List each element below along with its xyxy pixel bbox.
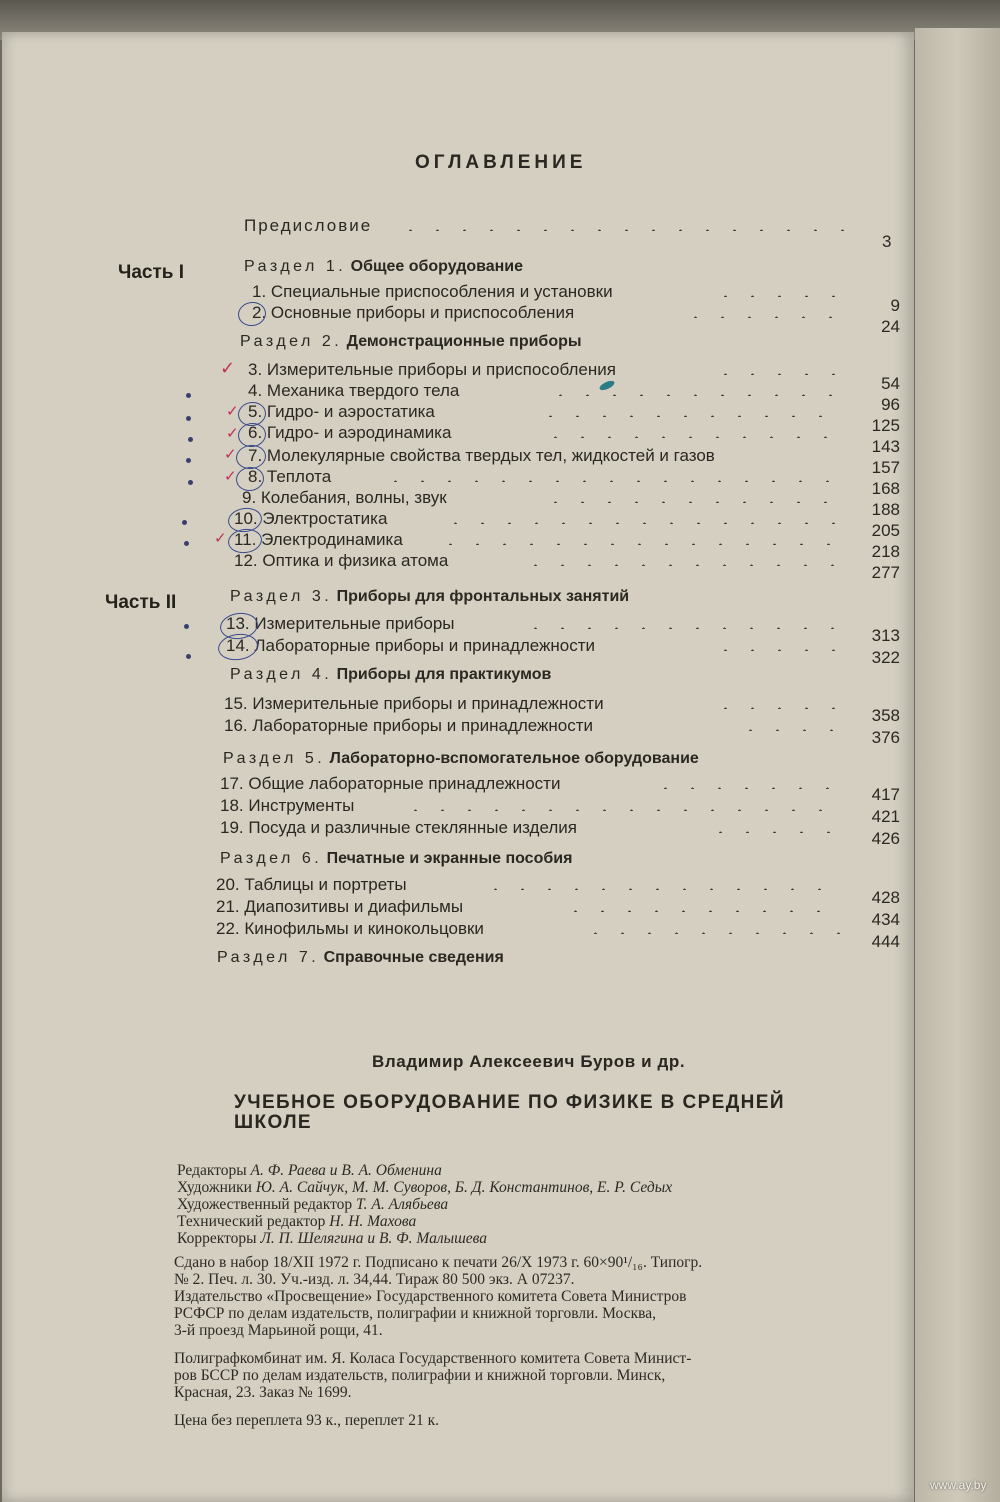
toc-page-number: 143 (871, 437, 900, 456)
toc-page-number-column (840, 32, 900, 982)
toc-dot-leader (712, 373, 842, 375)
print-info-block (174, 1254, 702, 1339)
credit-line: Технический редактор Н. Н. Махова (177, 1213, 417, 1230)
toc-page-number: 417 (871, 785, 900, 804)
pen-dot-mark (188, 437, 193, 442)
toc-page-number: 54 (881, 374, 900, 393)
toc-page-number: 96 (881, 395, 900, 414)
print-info-line: № 2. Печ. л. 30. Уч.-изд. л. 34,44. Тираж 80 500 экз. А 07237. (174, 1271, 575, 1288)
toc-dot-leader (522, 564, 842, 566)
toc-chapter: 3. Измерительные приборы и приспособления (248, 360, 616, 379)
toc-page-number: 24 (881, 317, 900, 336)
toc-chapter: 12. Оптика и физика атома (234, 551, 449, 570)
pen-check-mark: ✓ (214, 529, 227, 547)
pen-check-mark: ✓ (224, 467, 237, 485)
toc-dot-leader (382, 480, 842, 482)
toc-dot-leader (682, 316, 842, 318)
toc-page-number: 205 (871, 521, 900, 540)
pen-check-mark: ✓ (226, 402, 239, 420)
toc-dot-leader (712, 649, 842, 651)
toc-dot-leader (547, 394, 842, 396)
pen-dot-mark (186, 458, 191, 463)
toc-page-number: 428 (871, 888, 900, 907)
section-2-heading: Раздел 2. Демонстрационные приборы (240, 333, 582, 350)
print-info-line: РСФСР по делам издательств, полиграфии и книжной торговли. Москва, (174, 1305, 656, 1322)
toc-chapter: 9. Колебания, волны, звук (242, 488, 447, 507)
toc-chapter: 11. Электродинамика (234, 530, 403, 549)
price-line: Цена без переплета 93 к., переплет 21 к. (174, 1412, 439, 1429)
toc-chapter: 20. Таблицы и портреты (216, 875, 407, 894)
toc-chapter: 4. Механика твердого тела (248, 381, 460, 400)
pen-dot-mark (186, 654, 191, 659)
printer-info-block (174, 1350, 691, 1401)
toc-dot-leader (442, 522, 842, 524)
toc-chapter: 19. Посуда и различные стеклянные изделия (220, 818, 577, 837)
toc-page-number: 313 (871, 626, 900, 645)
toc-chapter: 5. Гидро- и аэростатика (248, 402, 435, 421)
toc-page-number: 218 (871, 542, 900, 561)
section-6-heading: Раздел 6. Печатные и экранные пособия (220, 850, 573, 867)
pen-check-mark: ✓ (220, 358, 236, 379)
credit-line: Корректоры Л. П. Шелягина и В. Ф. Малышева (177, 1230, 488, 1247)
book-title-line-2: ШКОЛЕ (234, 1112, 312, 1133)
credits-block (177, 1162, 672, 1247)
credit-line: Редакторы А. Ф. Раева и В. А. Обменина (177, 1162, 442, 1179)
printer-info-line: ров БССР по делам издательств, полиграфии и книжной торговли. Минск, (174, 1367, 666, 1384)
author-line: Владимир Алексеевич Буров и др. (372, 1052, 686, 1071)
pen-check-mark: ✓ (226, 424, 239, 442)
toc-chapter: 1. Специальные приспособления и установки (252, 282, 613, 301)
toc-preface-label: Предисловие (244, 216, 373, 235)
toc-page-number: 376 (871, 728, 900, 747)
part-2-label: Часть II (105, 592, 177, 613)
pen-check-mark: ✓ (224, 445, 237, 463)
toc-dot-leader (542, 501, 842, 503)
toc-page-number: 277 (871, 563, 900, 582)
toc-chapter: 18. Инструменты (220, 796, 355, 815)
toc-preface-page: 3 (882, 232, 892, 251)
toc-chapter: 7. Молекулярные свойства твердых тел, жидкостей и газов (248, 446, 715, 465)
section-1-heading: Раздел 1. Общее оборудование (244, 258, 524, 275)
printer-info-line: Полиграфкомбинат им. Я. Коласа Государственного комитета Совета Минист- (174, 1350, 692, 1367)
section-7-heading: Раздел 7. Справочные сведения (217, 949, 504, 966)
toc-chapter: 8. Теплота (248, 467, 332, 486)
toc-chapter: 16. Лабораторные приборы и принадлежности (224, 716, 594, 735)
toc-page-number: 188 (871, 500, 900, 519)
toc-chapter: 2. Основные приборы и приспособления (252, 303, 575, 322)
toc-page-number: 426 (871, 829, 900, 848)
credit-line: Художники Ю. А. Сайчук, М. М. Суворов, Б. Д. Константинов, Е. Р. Седых (177, 1179, 673, 1196)
toc-dot-leader (562, 910, 842, 912)
toc-page-number: 9 (890, 296, 900, 315)
toc-chapter: 22. Кинофильмы и кинокольцовки (216, 919, 484, 938)
pen-dot-mark (182, 520, 187, 525)
toc-dot-leader (707, 831, 842, 833)
toc-page-number: 358 (871, 706, 900, 725)
toc-page-number: 434 (871, 910, 900, 929)
toc-dot-leader (652, 787, 842, 789)
toc-page-number: 125 (871, 416, 900, 435)
pen-dot-mark (184, 541, 189, 546)
toc-chapter: 6. Гидро- и аэродинамика (248, 423, 452, 442)
toc-chapter: 14. Лабораторные приборы и принадлежности (226, 636, 596, 655)
section-5-heading: Раздел 5. Лабораторно-вспомогательное оборудование (223, 750, 699, 767)
toc-dot-leader (402, 809, 842, 811)
print-info-line: Сдано в набор 18/XII 1972 г. Подписано к печати 26/X 1973 г. 60×90¹/₁₆. Типогр. (174, 1254, 703, 1271)
book-title-line-1: УЧЕБНОЕ ОБОРУДОВАНИЕ ПО ФИЗИКЕ В СРЕДНЕЙ (234, 1092, 785, 1113)
watermark: www.ay.by (930, 1478, 987, 1492)
toc-chapter: 13. Измерительные приборы (226, 614, 455, 633)
toc-dot-leader (397, 229, 847, 231)
toc-dot-leader (737, 729, 842, 731)
section-4-heading: Раздел 4. Приборы для практикумов (230, 666, 552, 683)
printer-info-line: Красная, 23. Заказ № 1699. (174, 1384, 352, 1401)
toc-dot-leader (582, 932, 842, 934)
pen-dot-mark (186, 416, 191, 421)
pen-dot-mark (184, 624, 189, 629)
adjacent-page-edge (915, 28, 1000, 1502)
toc-page-number: 444 (871, 932, 900, 951)
toc-chapter: 17. Общие лабораторные принадлежности (220, 774, 561, 793)
credit-line: Художественный редактор Т. А. Алябьева (177, 1196, 449, 1213)
toc-dot-leader (712, 707, 842, 709)
pen-dot-mark (186, 393, 191, 398)
toc-page-number: 157 (871, 458, 900, 477)
toc-dot-leader (542, 436, 842, 438)
toc-dot-leader (712, 295, 842, 297)
print-info-line: 3-й проезд Марьиной рощи, 41. (174, 1322, 383, 1339)
toc-page-number: 168 (871, 479, 900, 498)
toc-page-number: 322 (871, 648, 900, 667)
toc-dot-leader (482, 888, 842, 890)
toc-chapter: 10. Электростатика (234, 509, 388, 528)
toc-heading: ОГЛАВЛЕНИЕ (415, 152, 587, 173)
section-3-heading: Раздел 3. Приборы для фронтальных занятий (230, 588, 630, 605)
toc-dot-leader (522, 627, 842, 629)
toc-dot-leader (537, 415, 842, 417)
pen-dot-mark (188, 480, 193, 485)
ink-spot (598, 379, 615, 392)
toc-chapter: 15. Измерительные приборы и принадлежности (224, 694, 604, 713)
toc-chapter: 21. Диапозитивы и диафильмы (216, 897, 464, 916)
part-1-label: Часть I (118, 262, 185, 283)
toc-dot-leader (437, 543, 842, 545)
toc-page-number: 421 (871, 807, 900, 826)
book-page (2, 32, 914, 1502)
print-info-line: Издательство «Просвещение» Государственного комитета Совета Министров (174, 1288, 687, 1305)
